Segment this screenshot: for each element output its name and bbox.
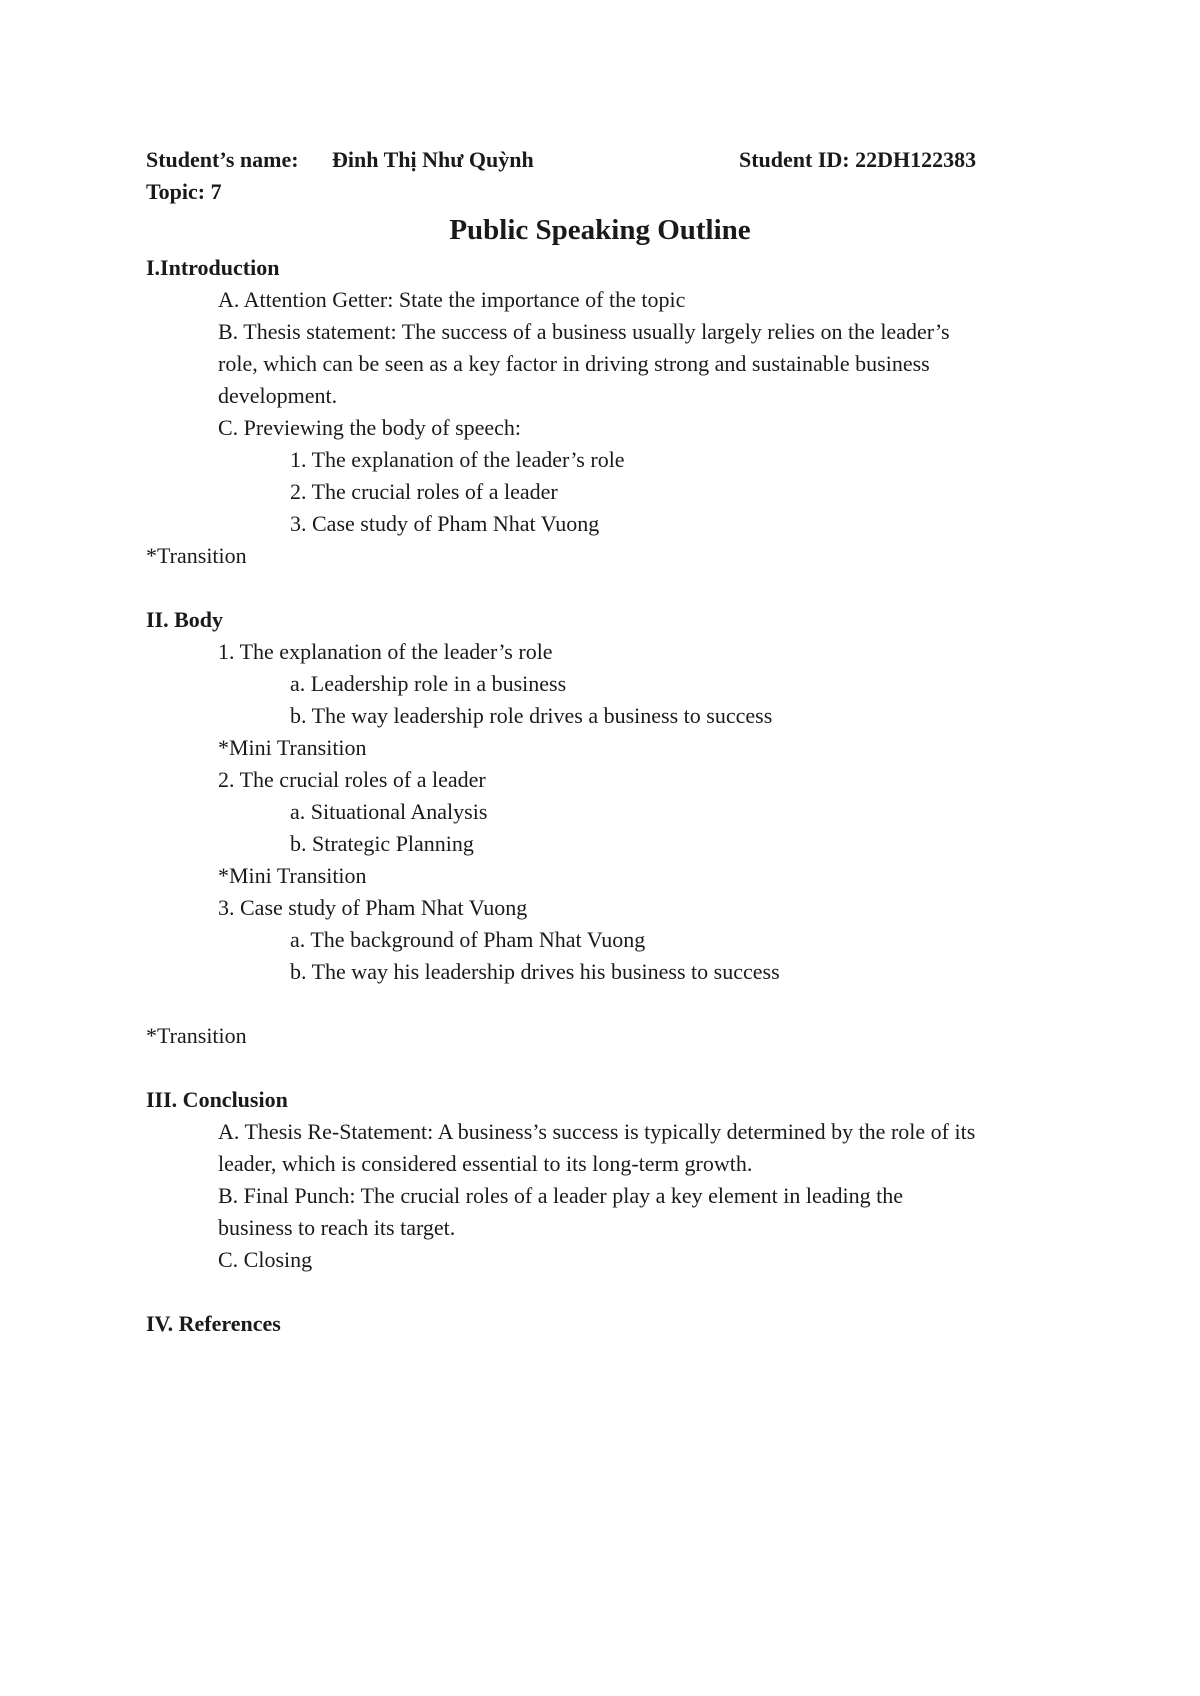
- body-subpoint: a. Leadership role in a business: [290, 671, 567, 696]
- preview-item: 3. Case study of Pham Nhat Vuong: [290, 511, 600, 536]
- references-heading: IV. References: [146, 1311, 281, 1336]
- introduction-heading: I.Introduction: [146, 255, 280, 280]
- preview-item: 1. The explanation of the leader’s role: [290, 447, 625, 472]
- body-subpoint: b. Strategic Planning: [290, 831, 474, 856]
- student-name: Đinh Thị Như Quỳnh: [332, 147, 534, 172]
- restatement-line-1: A. Thesis Re-Statement: A business’s success is typically determined by the role of its: [218, 1119, 976, 1144]
- body-subpoint: a. Situational Analysis: [290, 799, 488, 824]
- student-name-label: Student’s name:: [146, 147, 299, 172]
- mini-transition: *Mini Transition: [218, 863, 367, 888]
- closing: C. Closing: [218, 1247, 313, 1272]
- body-heading: II. Body: [146, 607, 224, 632]
- thesis-line-3: development.: [218, 383, 338, 408]
- body-point-2: 2. The crucial roles of a leader: [218, 767, 486, 792]
- body-point-3: 3. Case study of Pham Nhat Vuong: [218, 895, 528, 920]
- final-punch-line-2: business to reach its target.: [218, 1215, 456, 1240]
- conclusion-heading: III. Conclusion: [146, 1087, 288, 1112]
- body-transition: *Transition: [146, 1023, 247, 1048]
- thesis-line-2: role, which can be seen as a key factor in driving strong and sustainable business: [218, 351, 930, 376]
- preview-heading: C. Previewing the body of speech:: [218, 415, 522, 440]
- body-subpoint: a. The background of Pham Nhat Vuong: [290, 927, 646, 952]
- thesis-line-1: B. Thesis statement: The success of a business usually largely relies on the leader’s: [218, 319, 950, 344]
- restatement-line-2: leader, which is considered essential to its long-term growth.: [218, 1151, 753, 1176]
- intro-transition: *Transition: [146, 543, 247, 568]
- topic: Topic: 7: [146, 179, 222, 204]
- mini-transition: *Mini Transition: [218, 735, 367, 760]
- attention-getter: A. Attention Getter: State the importance of the topic: [218, 287, 686, 312]
- final-punch-line-1: B. Final Punch: The crucial roles of a leader play a key element in leading the: [218, 1183, 904, 1208]
- body-subpoint: b. The way his leadership drives his business to success: [290, 959, 780, 984]
- page-title: Public Speaking Outline: [449, 214, 751, 246]
- student-id: Student ID: 22DH122383: [739, 147, 977, 172]
- body-subpoint: b. The way leadership role drives a business to success: [290, 703, 773, 728]
- body-point-1: 1. The explanation of the leader’s role: [218, 639, 553, 664]
- preview-item: 2. The crucial roles of a leader: [290, 479, 558, 504]
